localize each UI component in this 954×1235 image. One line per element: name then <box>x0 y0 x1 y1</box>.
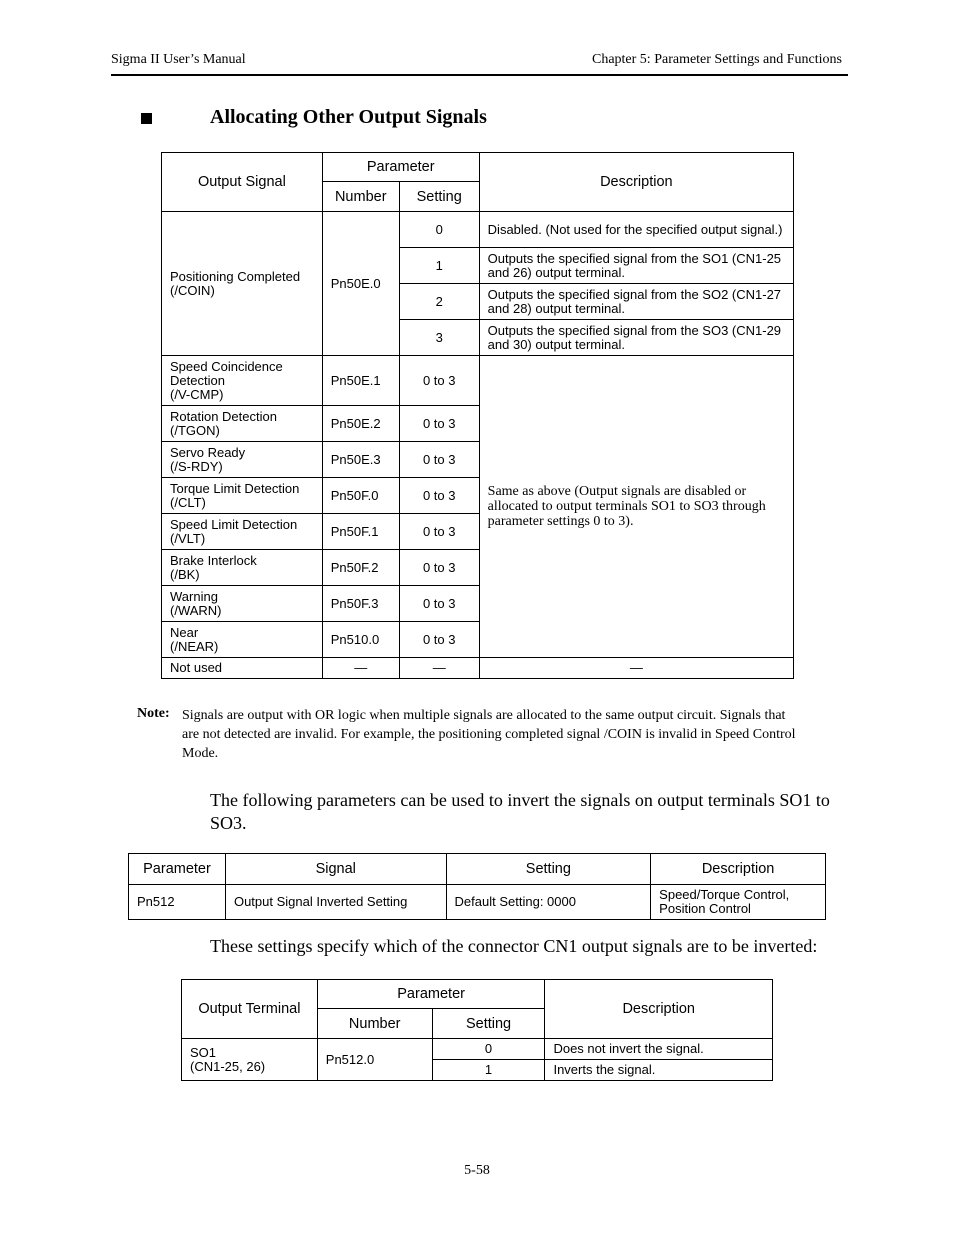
col-header-signal: Signal <box>225 854 446 885</box>
cell-setting: 0 to 3 <box>399 478 479 514</box>
cell-setting: 0 to 3 <box>399 550 479 586</box>
cell-description: Outputs the specified signal from the SO3 (CN1-29 and 30) output terminal. <box>479 320 793 356</box>
col-header-setting: Setting <box>432 1009 545 1039</box>
col-header-parameter: Parameter <box>129 854 226 885</box>
col-header-number: Number <box>317 1009 432 1039</box>
cell-setting: 1 <box>399 248 479 284</box>
cell-signal: Speed Limit Detection (/VLT) <box>162 514 323 550</box>
col-header-setting: Setting <box>399 182 479 212</box>
output-signal-allocation-table <box>161 152 794 679</box>
cell-parameter: Pn512 <box>129 885 226 920</box>
cell-number: Pn50F.1 <box>322 514 399 550</box>
cell-setting: 0 to 3 <box>399 356 479 406</box>
cell-signal: Rotation Detection (/TGON) <box>162 406 323 442</box>
cell-setting: 0 to 3 <box>399 586 479 622</box>
cell-description: Outputs the specified signal from the SO1 (CN1-25 and 26) output terminal. <box>479 248 793 284</box>
cell-signal-not-used: Not used <box>162 658 323 679</box>
cell-number: Pn50E.3 <box>322 442 399 478</box>
cell-number: Pn50F.3 <box>322 586 399 622</box>
cell-signal: Speed Coincidence Detection (/V-CMP) <box>162 356 323 406</box>
cell-terminal-so1: SO1 (CN1-25, 26) <box>182 1039 318 1081</box>
cell-same-as-above: Same as above (Output signals are disabled or allocated to output terminals SO1 to SO3 through parameter settings 0 to 3). <box>479 356 793 658</box>
header-rule <box>111 74 848 76</box>
page-number: 5-58 <box>464 1163 490 1178</box>
cell-number-not-used: — <box>322 658 399 679</box>
cell-description: Inverts the signal. <box>545 1060 773 1081</box>
cell-description: Does not invert the signal. <box>545 1039 773 1060</box>
cell-setting: 0 to 3 <box>399 442 479 478</box>
cell-number: Pn50F.0 <box>322 478 399 514</box>
col-header-output-signal: Output Signal <box>162 153 323 212</box>
section-title: Allocating Other Output Signals <box>210 106 487 128</box>
cell-number: Pn510.0 <box>322 622 399 658</box>
cell-setting: 0 to 3 <box>399 622 479 658</box>
cell-setting: 2 <box>399 284 479 320</box>
cell-signal: Servo Ready (/S-RDY) <box>162 442 323 478</box>
cell-signal: Near (/NEAR) <box>162 622 323 658</box>
cell-description: Speed/Torque Control, Position Control <box>651 885 826 920</box>
output-inverted-setting-table <box>128 853 826 920</box>
note-text: Signals are output with OR logic when multiple signals are allocated to the same output circuit. Signals that are not detected are invalid. For example, the positioning completed signal /COIN is invalid in Speed Control Mode. <box>182 708 796 761</box>
cell-number: Pn50E.1 <box>322 356 399 406</box>
cell-signal: Output Signal Inverted Setting <box>225 885 446 920</box>
cell-signal: Brake Interlock (/BK) <box>162 550 323 586</box>
cell-setting: 0 <box>432 1039 545 1060</box>
cell-description: Disabled. (Not used for the specified output signal.) <box>479 212 793 248</box>
col-header-description: Description <box>479 153 793 212</box>
cell-signal-coin: Positioning Completed (/COIN) <box>162 212 323 356</box>
cell-description-not-used: — <box>479 658 793 679</box>
col-header-description: Description <box>651 854 826 885</box>
cell-setting: 3 <box>399 320 479 356</box>
cell-number: Pn50F.2 <box>322 550 399 586</box>
cell-number-so1: Pn512.0 <box>317 1039 432 1081</box>
cell-signal: Torque Limit Detection (/CLT) <box>162 478 323 514</box>
paragraph-cn1-intro: These settings specify which of the connector CN1 output signals are to be inverted: <box>210 936 818 956</box>
cell-signal: Warning (/WARN) <box>162 586 323 622</box>
col-header-setting: Setting <box>446 854 651 885</box>
header-chapter-title: Chapter 5: Parameter Settings and Functions <box>591 52 842 67</box>
cell-setting: 0 to 3 <box>399 514 479 550</box>
col-header-parameter: Parameter <box>317 980 545 1009</box>
cell-description: Outputs the specified signal from the SO2 (CN1-27 and 28) output terminal. <box>479 284 793 320</box>
cell-setting: 0 to 3 <box>399 406 479 442</box>
col-header-description: Description <box>545 980 773 1039</box>
paragraph-invert-intro: The following parameters can be used to invert the signals on output terminals SO1 to SO3. <box>210 790 830 833</box>
cell-setting: 0 <box>399 212 479 248</box>
so1-inversion-table <box>181 979 773 1081</box>
header-manual-title: Sigma II User’s Manual <box>111 52 246 67</box>
note-label: Note: <box>137 706 170 721</box>
col-header-number: Number <box>322 182 399 212</box>
section-bullet-icon <box>141 113 152 124</box>
cell-setting: Default Setting: 0000 <box>446 885 651 920</box>
cell-number: Pn50E.2 <box>322 406 399 442</box>
col-header-parameter: Parameter <box>322 153 479 182</box>
cell-setting-not-used: — <box>399 658 479 679</box>
cell-number-coin: Pn50E.0 <box>322 212 399 356</box>
cell-setting: 1 <box>432 1060 545 1081</box>
col-header-output-terminal: Output Terminal <box>182 980 318 1039</box>
